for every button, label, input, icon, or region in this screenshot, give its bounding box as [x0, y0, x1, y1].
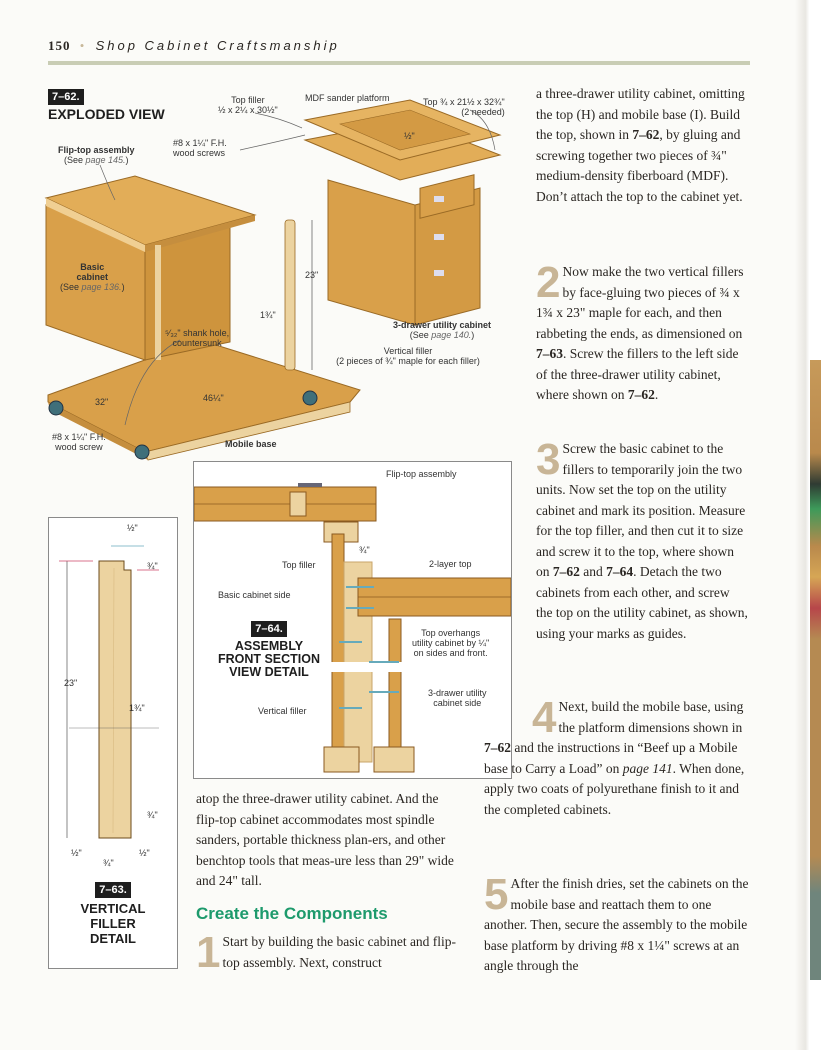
step-4 — [484, 693, 750, 820]
vertical-filler — [285, 220, 295, 370]
figure-ref: 7–62 — [552, 564, 580, 579]
figure-ref: 7–64 — [606, 564, 634, 579]
label-three-quarter: ¾" — [359, 545, 370, 555]
figure-ref: 7–62 — [627, 387, 655, 402]
label-utility-side — [428, 688, 487, 708]
label-text: cabinet side — [433, 698, 482, 708]
label-text: #8 x 1¼" F.H. — [52, 432, 106, 442]
utility-cabinet-side — [328, 180, 415, 325]
label-text: Basic — [80, 262, 105, 272]
figure-64-caption — [214, 619, 324, 679]
para-text: a three-drawer utility cabinet, omitting the top (H) and mobile base (I). Build the top, shown in — [536, 86, 745, 142]
figure-63-title: VERTICAL — [80, 901, 146, 916]
label-text: 3-drawer utility cabinet — [393, 320, 492, 330]
para-text: , by gluing and screwing together two pieces of ¾" medium-density fiberboard (MDF). Don’t attach the top to the cabinet yet. — [536, 127, 743, 204]
label-text: Top ¾ x 21½ x 32¾" — [423, 97, 505, 107]
figure-ref: 7–62 — [484, 740, 511, 755]
step-text: . When done, apply two coats of polyurethane finish to it and the completed cabinets. — [484, 760, 745, 817]
figure-63-tag: 7–63. — [95, 882, 131, 898]
label-dim-32: 32" — [95, 397, 109, 407]
figure-64-tag: 7–64. — [251, 621, 287, 637]
figure-62-title: EXPLODED VIEW — [48, 106, 165, 122]
header-rule — [48, 61, 750, 65]
label-screws-top — [173, 138, 227, 158]
label-basic-cabinet — [60, 262, 125, 292]
label-text: #8 x 1¼" F.H. — [173, 138, 227, 148]
basic-cabinet-side-section — [332, 534, 344, 764]
page-number: 150 — [48, 38, 71, 53]
label-text: utility cabinet by ¼" — [412, 638, 490, 648]
label-half-left: ½" — [71, 848, 82, 858]
label-text: Top filler — [231, 95, 265, 105]
step-text: . Screw the fillers to the left side of the three-drawer utility cabinet, where shown on — [536, 346, 739, 402]
drawer-pull — [434, 234, 444, 240]
step-text: Now make the two vertical fillers by face-gluing two pieces of ¾ x 1¾ x 23" maple for each, and then rabbeting the ends, as dimensioned on — [536, 264, 744, 341]
label-text: wood screws — [173, 148, 226, 158]
label-three-quarter-center: ¾" — [103, 858, 114, 868]
step-number: 2 — [536, 258, 561, 307]
label-two-layer-top: 2-layer top — [429, 559, 472, 569]
drawer-pull — [434, 270, 444, 276]
book-title: Shop Cabinet Craftsmanship — [95, 38, 340, 53]
step-number: 3 — [536, 435, 561, 484]
label-text: ) — [125, 155, 129, 165]
step-text: and the instructions in “Beef up a Mobile base to Carry a Load” on — [484, 740, 738, 776]
page-link: page 140. — [431, 330, 472, 340]
label-text: Top overhangs — [421, 628, 481, 638]
section-heading: Create the Components — [196, 904, 388, 923]
label-three-quarter-top: ¾" — [147, 561, 158, 571]
caster-wheel — [303, 391, 317, 405]
step-2 — [536, 258, 748, 406]
step-number: 5 — [484, 870, 509, 919]
label-text: ⁵⁄₃₂" shank hole, — [165, 328, 230, 338]
step-text: Screw the basic cabinet to the fillers to temporarily join the two units. Now set the top on the utility cabinet and mark its position. Measure for the top filler, and then cut it to size and screw it to the top, where shown on — [536, 441, 746, 579]
label-screw-bottom — [52, 432, 106, 452]
page-link: page 136. — [81, 282, 122, 292]
label-dim-23: 23" — [64, 678, 78, 688]
continued-paragraph — [536, 84, 748, 207]
label-three-quarter-bottom: ¾" — [147, 810, 158, 820]
label-half-top: ½" — [127, 523, 138, 533]
label-text: Mobile base — [225, 439, 277, 449]
label-utility-cabinet — [393, 320, 491, 340]
label-dim-4614: 46¼" — [203, 393, 224, 403]
label-half-inch: ½" — [404, 131, 415, 141]
label-text: Flip-top assembly — [58, 145, 135, 155]
label-text: ½ x 2¼ x 30½" — [218, 105, 278, 115]
step-text: . — [654, 387, 659, 402]
figure-63-frame — [48, 517, 178, 969]
label-dim-134: 1¾" — [129, 703, 145, 713]
label-shank-hole — [165, 328, 229, 348]
label-text: cabinet — [76, 272, 109, 282]
step-5 — [484, 870, 750, 977]
step-text: Start by building the basic cabinet and flip-top assembly. Next, construct — [222, 934, 457, 970]
figure-64-title: VIEW DETAIL — [229, 665, 309, 679]
header-separator: • — [79, 38, 87, 53]
label-text: countersunk — [172, 338, 222, 348]
step-text: . Detach the two cabinets from each other, and screw the top on the utility cabinet, as shown, using your marks as guides. — [536, 564, 748, 641]
label-text: wood screw — [55, 442, 103, 452]
label-top-filler — [218, 95, 278, 115]
utility-cabinet-side-section — [389, 619, 401, 762]
label-text: Vertical filler — [383, 346, 433, 356]
intro-paragraph: atop the three-drawer utility cabinet. And the flip-top cabinet accommodates most spindle sanders, portable thickness plan-ers, and other benchtop tools that meas-ure less than 29" wide and 24" tall. — [196, 791, 454, 888]
step-text: and — [579, 564, 607, 579]
step-text: Next, build the mobile base, using the platform dimensions shown in — [558, 699, 744, 735]
caster-wheel — [135, 445, 149, 459]
label-text: ) — [471, 330, 475, 340]
label-top-dims — [423, 97, 505, 117]
label-text: (2 pieces of ¾" maple for each filler) — [336, 356, 480, 366]
step-text: After the finish dries, set the cabinets on the mobile base and reattach them to one another. Then, secure the assembly to the mobile base platform by driving #8 x 1¼" screws at an angle through the — [484, 876, 749, 973]
label-dim-134: 1¾" — [260, 310, 276, 320]
figure-64-title: FRONT SECTION — [217, 652, 321, 666]
vertical-filler-detail-drawing — [49, 518, 177, 858]
label-basic-side: Basic cabinet side — [218, 590, 291, 600]
figure-62-tag: 7–62. — [48, 89, 84, 105]
label-dim-23: 23" — [305, 270, 319, 280]
filler-board — [99, 561, 131, 838]
label-text: ) — [121, 282, 125, 292]
label-overhang — [412, 628, 489, 658]
label-text: (See — [63, 155, 86, 165]
label-half-right: ½" — [139, 848, 150, 858]
facing-page-photo-edge — [810, 360, 821, 980]
label-text: (2 needed) — [461, 107, 505, 117]
figure-63-title: DETAIL — [90, 931, 136, 946]
label-flip-top — [58, 145, 135, 165]
label-mobile-base — [225, 439, 277, 449]
figure-64-frame — [193, 461, 512, 779]
step-number: 4 — [532, 693, 557, 742]
drawer-pull — [434, 196, 444, 202]
label-vertical-filler — [318, 346, 498, 366]
step-3 — [536, 435, 748, 644]
page-link: page 145. — [85, 155, 126, 165]
step-1 — [196, 928, 466, 977]
figure-ref: 7–63 — [536, 346, 563, 361]
label-flip-top: Flip-top assembly — [386, 469, 457, 479]
page-link: page 141 — [622, 760, 673, 776]
label-text: on sides and front. — [413, 648, 488, 658]
running-header — [48, 38, 340, 54]
label-mdf-platform: MDF sander platform — [305, 93, 390, 103]
step-number: 1 — [196, 928, 221, 977]
figure-ref: 7–62 — [632, 127, 660, 142]
label-text: (See — [60, 282, 82, 292]
figure-63-title: FILLER — [90, 916, 136, 931]
figure-64-title: ASSEMBLY — [234, 639, 304, 653]
label-top-filler: Top filler — [282, 560, 316, 570]
label-vertical-filler: Vertical filler — [258, 706, 307, 716]
label-text: 3-drawer utility — [428, 688, 487, 698]
figure-63-caption — [49, 880, 177, 946]
label-text: (See — [409, 330, 432, 340]
caster-wheel — [49, 401, 63, 415]
